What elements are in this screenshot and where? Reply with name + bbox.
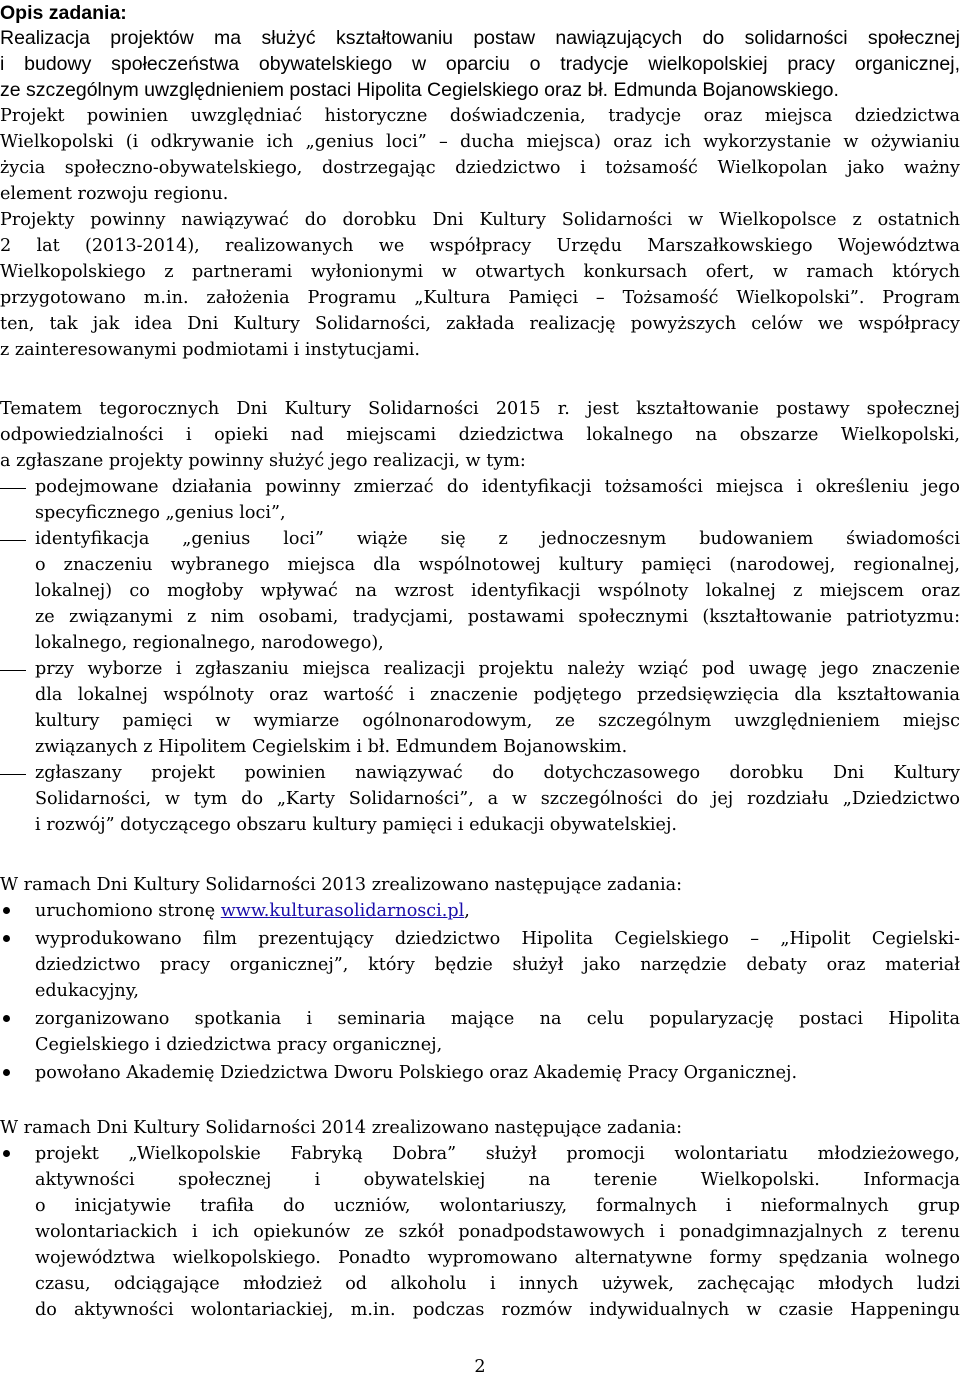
list-item-line: ze związanymi z nim osobami, tradycjami, postawami społecznymi (kształtowanie patriotyzmu: bbox=[35, 607, 960, 627]
bullet-icon bbox=[3, 935, 10, 942]
list-item-line: zgłaszany projekt powinien nawiązywać do dotychczasowego dorobku Dni Kultury bbox=[35, 763, 960, 783]
list-item-line: województwa wielkopolskiego. Ponadto wypromowano alternatywne formy spędzania wolnego bbox=[35, 1248, 960, 1268]
page-number: 2 bbox=[474, 1357, 486, 1377]
paragraph-line: W ramach Dni Kultury Solidarności 2014 zrealizowano następujące zadania: bbox=[0, 1118, 683, 1138]
paragraph-line: życia społeczno-obywatelskiego, dostrzegając dziedzictwo i tożsamość Wielkopolan jako ważny bbox=[0, 158, 960, 178]
list-item-line: kultury pamięci w wymiarze ogólnonarodowym, ze szczególnym uwzględnieniem miejsc bbox=[35, 711, 960, 731]
list-item-line: do aktywności wolontariackiej, m.in. podczas rozmów indywidualnych w czasie Happeningu bbox=[35, 1300, 960, 1320]
section-heading: Opis zadania: bbox=[0, 2, 127, 24]
paragraph-line: W ramach Dni Kultury Solidarności 2013 zrealizowano następujące zadania: bbox=[0, 875, 683, 895]
list-item-line: wyprodukowano film prezentujący dziedzictwo Hipolita Cegielskiego – „Hipolit Cegielski- bbox=[35, 929, 960, 949]
list-item-line: identyfikacja „genius loci” wiąże się z jednoczesnym budowaniem świadomości bbox=[35, 529, 960, 549]
list-item-text: uruchomiono stronę bbox=[35, 901, 221, 921]
list-item-line: o znaczeniu wybranego miejsca dla wspólnotowej kultury pamięci (narodowej, regionalnej, bbox=[35, 555, 960, 575]
paragraph-line: element rozwoju regionu. bbox=[0, 184, 229, 204]
list-item-line: specyficznego „genius loci”, bbox=[35, 503, 286, 523]
bullet-icon bbox=[3, 1069, 10, 1076]
list-item-line: Solidarności, w tym do „Karty Solidarności”, a w szczególności do jej rozdziału „Dziedzictwo bbox=[35, 789, 960, 809]
list-item-line: dziedzictwo pracy organicznej”, który będzie służył jako narzędzie debaty oraz materiał bbox=[35, 955, 960, 975]
paragraph-line: Tematem tegorocznych Dni Kultury Solidarności 2015 r. jest kształtowanie postawy społecznej bbox=[0, 399, 960, 419]
paragraph-line: Projekt powinien uwzględniać historyczne doświadczenia, tradycje oraz miejsca dziedzictwa bbox=[0, 106, 960, 126]
list-item-text: , bbox=[464, 901, 470, 921]
list-item-line: projekt „Wielkopolskie Fabryką Dobra” służył promocji wolontariatu młodzieżowego, bbox=[35, 1144, 960, 1164]
list-item-line: dla lokalnej wspólnoty oraz wartość i znaczenie podjętego przedsięwzięcia dla kształtowania bbox=[35, 685, 960, 705]
paragraph-line: odpowiedzialności i opieki nad miejscami dziedzictwa lokalnego na obszarze Wielkopolski, bbox=[0, 425, 960, 445]
list-item-line: Cegielskiego i dziedzictwa pracy organicznej, bbox=[35, 1035, 443, 1055]
list-item-line: podejmowane działania powinny zmierzać do identyfikacji tożsamości miejsca i określeniu jego bbox=[35, 477, 960, 497]
paragraph-line: z zainteresowanymi podmiotami i instytucjami. bbox=[0, 340, 421, 360]
intro-line: Realizacja projektów ma służyć kształtowaniu postaw nawiązujących do solidarności społecznej bbox=[0, 27, 960, 49]
dash-bullet-icon bbox=[0, 488, 26, 489]
list-item-line: i rozwój” dotyczącego obszaru kultury pamięci i edukacji obywatelskiej. bbox=[35, 815, 677, 835]
bullet-icon bbox=[3, 1150, 10, 1157]
list-item-line: zorganizowano spotkania i seminaria mające na celu popularyzację postaci Hipolita bbox=[35, 1009, 960, 1029]
list-item-line: lokalnego, regionalnego, narodowego), bbox=[35, 633, 384, 653]
list-item-line: o inicjatywie trafiła do uczniów, wolontariuszy, formalnych i nieformalnych grup bbox=[35, 1196, 960, 1216]
bullet-icon bbox=[3, 1015, 10, 1022]
dash-bullet-icon bbox=[0, 540, 26, 541]
list-item-line: lokalnej) co mogłoby wpływać na wzrost identyfikacji wspólnoty lokalnej z miejscem oraz bbox=[35, 581, 960, 601]
paragraph-line: a zgłaszane projekty powinny służyć jego realizacji, w tym: bbox=[0, 451, 526, 471]
paragraph-line: Wielkopolski (i odkrywanie ich „genius loci” – ducha miejsca) oraz ich wykorzystanie w ożywianiu bbox=[0, 132, 960, 152]
bullet-icon bbox=[3, 907, 10, 914]
list-item-line: edukacyjny, bbox=[35, 981, 139, 1001]
list-item-line: wolontariackich i ich opiekunów ze szkół ponadpodstawowych i ponadgimnazjalnych z terenu bbox=[35, 1222, 960, 1242]
intro-line: ze szczególnym uwzględnieniem postaci Hipolita Cegielskiego oraz bł. Edmunda Bojanowskiego. bbox=[0, 79, 839, 101]
dash-bullet-icon bbox=[0, 774, 26, 775]
list-item-line: związanych z Hipolitem Cegielskim i bł. Edmundem Bojanowskim. bbox=[35, 737, 628, 757]
intro-line: i budowy społeczeństwa obywatelskiego w oparciu o tradycje wielkopolskiej pracy organicznej, bbox=[0, 53, 960, 75]
paragraph-line: Wielkopolskiego z partnerami wyłonionymi w otwartych konkursach ofert, w ramach których bbox=[0, 262, 960, 282]
paragraph-line: 2 lat (2013-2014), realizowanych we współpracy Urzędu Marszałkowskiego Województwa bbox=[0, 236, 960, 256]
list-item-line: aktywności społecznej i obywatelskiej na terenie Wielkopolski. Informacja bbox=[35, 1170, 960, 1190]
paragraph-line: przygotowano m.in. założenia Programu „Kultura Pamięci – Tożsamość Wielkopolski”. Program bbox=[0, 288, 960, 308]
paragraph-line: Projekty powinny nawiązywać do dorobku Dni Kultury Solidarności w Wielkopolsce z ostatnich bbox=[0, 210, 960, 230]
list-item-line: czasu, odciągające młodzież od alkoholu i innych używek, zachęcając młodych ludzi bbox=[35, 1274, 960, 1294]
paragraph-line: ten, tak jak idea Dni Kultury Solidarności, zakłada realizację powyższych celów we współpracy bbox=[0, 314, 960, 334]
dash-bullet-icon bbox=[0, 670, 26, 671]
list-item-line: przy wyborze i zgłaszaniu miejsca realizacji projektu należy wziąć pod uwagę jego znaczenie bbox=[35, 659, 960, 679]
list-item-line: powołano Akademię Dziedzictwa Dworu Polskiego oraz Akademię Pracy Organicznej. bbox=[35, 1063, 798, 1083]
list-item-line bbox=[35, 898, 960, 924]
website-link[interactable]: www.kulturasolidarnosci.pl bbox=[220, 901, 465, 921]
